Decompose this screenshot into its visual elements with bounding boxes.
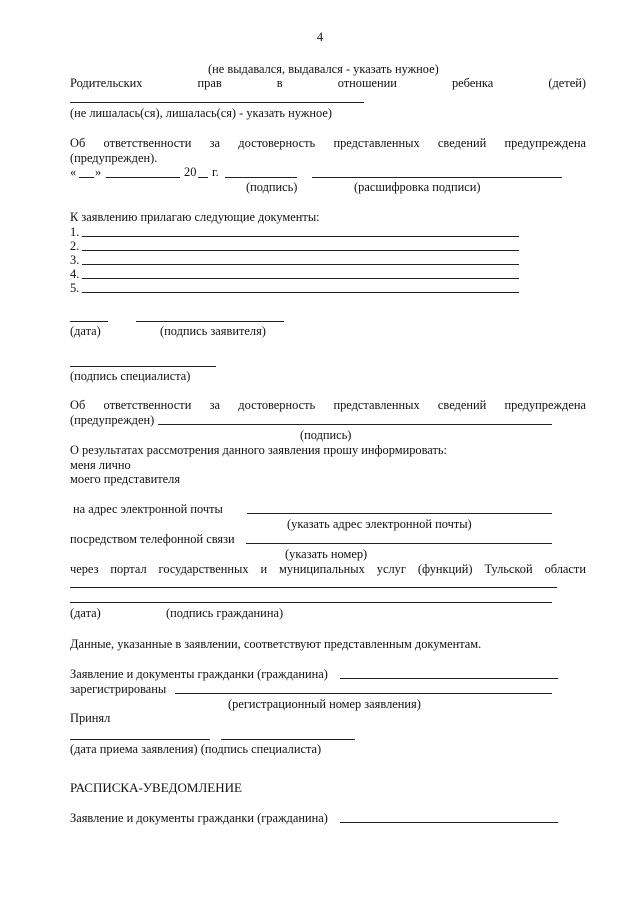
resp-word: Об [70, 136, 86, 150]
date-quote-close: » [95, 165, 102, 179]
email-field[interactable] [247, 513, 552, 514]
responsibility-line [70, 136, 586, 150]
applicant-sign-field[interactable] [136, 321, 284, 322]
receipt-title: РАСПИСКА-УВЕДОМЛЕНИЕ [70, 780, 242, 795]
rights-line [70, 76, 586, 90]
rights-word: прав [197, 76, 222, 90]
portal-word: (функций) [417, 562, 473, 576]
citizen-date-field[interactable] [70, 602, 552, 603]
year-prefix: 20 [184, 165, 197, 179]
resp-word: достоверность [238, 136, 316, 150]
portal-word: услуг [376, 562, 406, 576]
month-field[interactable] [106, 177, 180, 178]
resp-word: за [209, 398, 220, 412]
email-hint: (указать адрес электронной почты) [287, 517, 472, 531]
option-representative[interactable]: моего представителя [70, 472, 181, 486]
attachment-field[interactable] [82, 278, 519, 279]
specialist-sign-label: (подпись специалиста) [70, 369, 191, 383]
portal-word: Тульской [484, 562, 533, 576]
accepted-hint: (дата приема заявления) (подпись специалиста) [70, 742, 322, 756]
accept-sign-field[interactable] [221, 739, 355, 740]
rights-word: Родительских [70, 76, 143, 90]
day-field[interactable] [79, 177, 94, 178]
rights-blank-line[interactable] [70, 102, 364, 103]
portal-word: муниципальных [279, 562, 365, 576]
responsibility-sign-label: (подпись) [300, 428, 352, 442]
portal-field[interactable] [70, 587, 557, 588]
attachment-field[interactable] [82, 264, 519, 265]
resp-word: ответственности [103, 398, 192, 412]
year-suffix: г. [212, 165, 219, 179]
registration-number-field[interactable] [175, 693, 552, 694]
resp-word: сведений [437, 398, 487, 412]
rights-word: в [276, 76, 283, 90]
resp-word: предупреждена [504, 136, 586, 150]
registration-citizen-field[interactable] [340, 678, 558, 679]
attachment-field[interactable] [82, 236, 519, 237]
resp-word: сведений [437, 136, 487, 150]
rights-word: ребенка [451, 76, 494, 90]
email-label: на адрес электронной почты [73, 502, 223, 516]
resp-word: за [209, 136, 220, 150]
applicant-date-label: (дата) [70, 324, 101, 338]
attachment-field[interactable] [82, 292, 519, 293]
decode-label: (расшифровка подписи) [354, 180, 481, 194]
registration-hint: (регистрационный номер заявления) [228, 697, 421, 711]
registration-line-1: Заявление и документы гражданки (гражданина) [70, 667, 328, 681]
resp-word: Об [70, 398, 86, 412]
specialist-sign-field[interactable] [70, 366, 216, 367]
deprived-hint: (не лишалась(ся), лишалась(ся) - указать нужное) [70, 106, 332, 120]
page-number: 4 [316, 30, 324, 44]
rights-word: отношении [337, 76, 397, 90]
resp-word: предупреждена [504, 398, 586, 412]
signature-field[interactable] [225, 177, 297, 178]
phone-field[interactable] [246, 543, 552, 544]
responsibility-line [70, 398, 586, 412]
data-match-statement: Данные, указанные в заявлении, соответствуют представленным документам. [70, 637, 482, 651]
phone-hint: (указать номер) [285, 547, 368, 561]
signature-label: (подпись) [246, 180, 298, 194]
accept-date-field[interactable] [70, 739, 210, 740]
attachment-number: 4. [70, 267, 80, 281]
rights-word: (детей) [548, 76, 586, 90]
attachment-number: 3. [70, 253, 80, 267]
responsibility-line-2: (предупрежден). [70, 151, 158, 165]
resp-word: представленных [333, 136, 420, 150]
attachment-number: 5. [70, 281, 80, 295]
receipt-citizen-field[interactable] [340, 822, 558, 823]
date-quote-open: « [70, 165, 77, 179]
applicant-sign-label: (подпись заявителя) [160, 324, 266, 338]
receipt-line: Заявление и документы гражданки (гражданина) [70, 811, 328, 825]
responsibility-line-2: (предупрежден) [70, 413, 155, 427]
results-title: О результатах рассмотрения данного заявления прошу информировать: [70, 443, 447, 457]
resp-word: ответственности [103, 136, 192, 150]
phone-label: посредством телефонной связи [70, 532, 235, 546]
decode-signature-field[interactable] [312, 177, 562, 178]
citizen-date-label: (дата) [70, 606, 101, 620]
responsibility-sign-field[interactable] [158, 424, 552, 425]
resp-word: представленных [333, 398, 420, 412]
option-personally[interactable]: меня лично [70, 458, 131, 472]
citizen-sign-label: (подпись гражданина) [166, 606, 284, 620]
attachments-title: К заявлению прилагаю следующие документы: [70, 210, 320, 224]
attachment-number: 1. [70, 225, 80, 239]
portal-word: через [70, 562, 99, 576]
accepted-label: Принял [70, 711, 111, 725]
portal-word: области [544, 562, 586, 576]
portal-word: портал [110, 562, 147, 576]
portal-word: и [260, 562, 268, 576]
portal-word: государственных [158, 562, 249, 576]
registration-line-2: зарегистрированы [70, 682, 167, 696]
attachment-number: 2. [70, 239, 80, 253]
issued-hint: (не выдавался, выдавался - указать нужное) [208, 62, 439, 76]
attachment-field[interactable] [82, 250, 519, 251]
resp-word: достоверность [238, 398, 316, 412]
portal-line [70, 562, 586, 576]
year-field[interactable] [198, 177, 208, 178]
applicant-date-field[interactable] [70, 321, 108, 322]
